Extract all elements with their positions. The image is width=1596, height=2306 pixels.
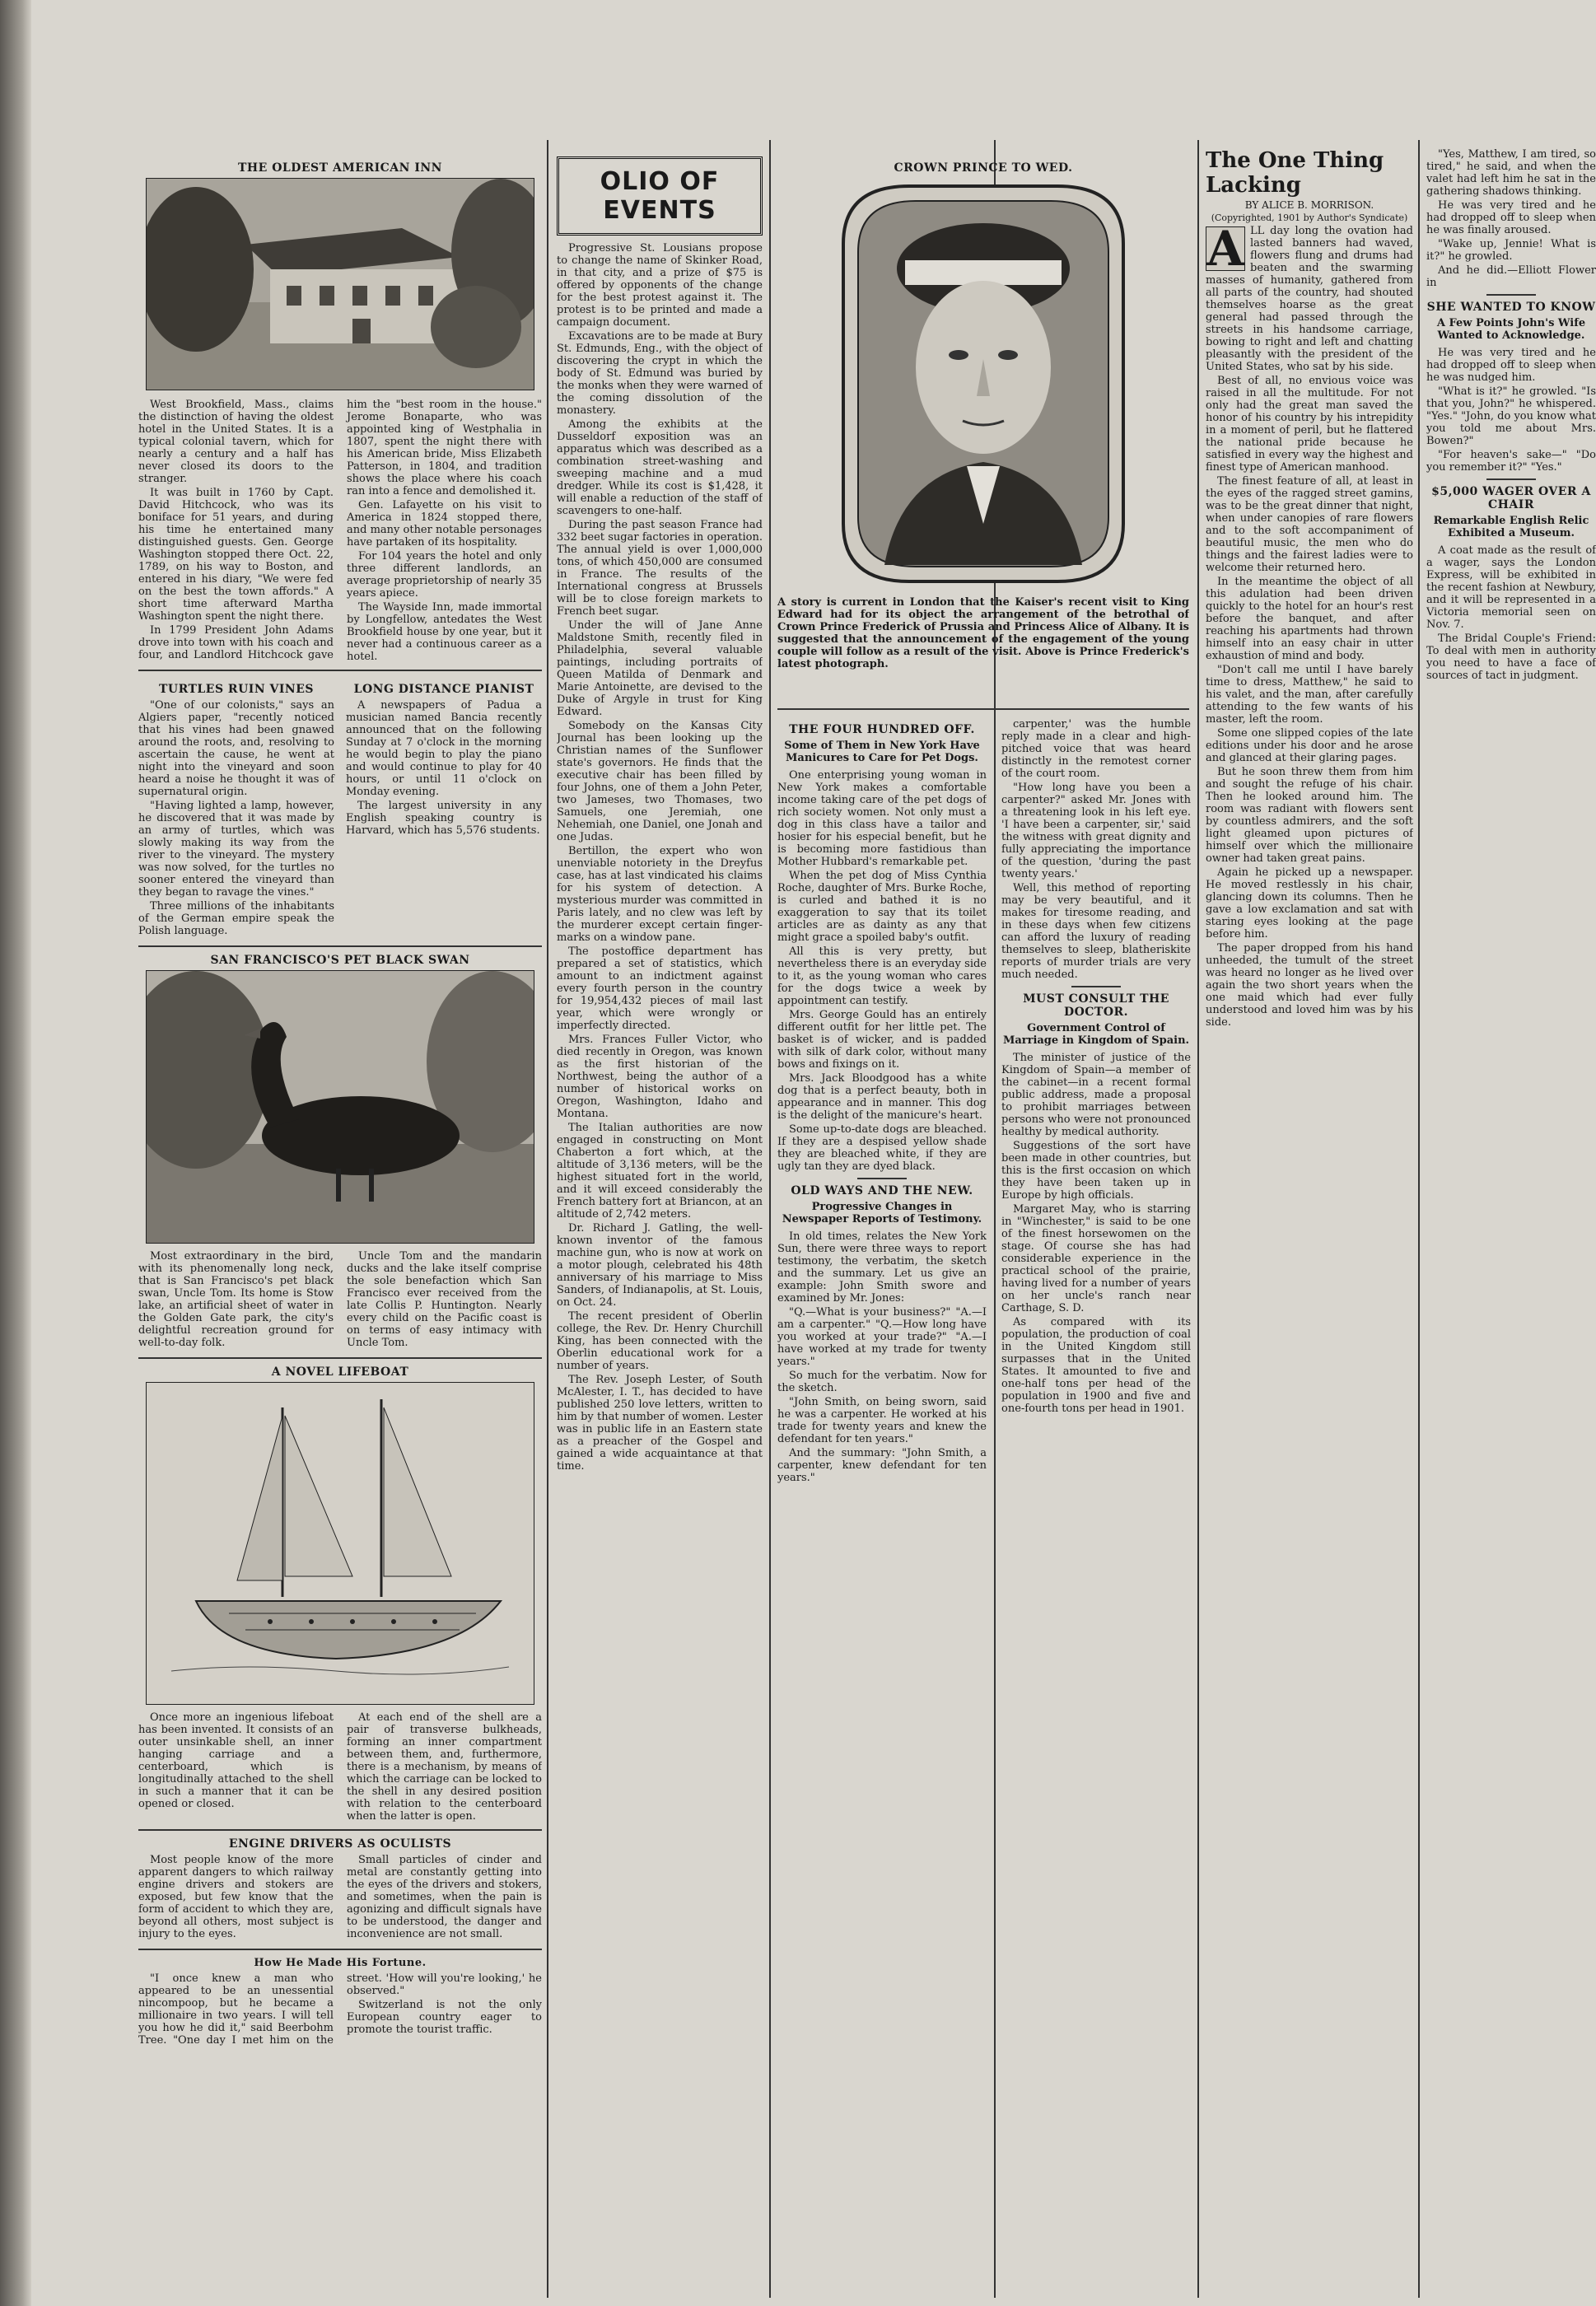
inn-article [138, 399, 542, 663]
dogs-headline: THE FOUR HUNDRED OFF. [789, 723, 975, 736]
olio-paragraph: During the past season France had 332 beet sugar factories in operation. The annual yield is over 1,000,000 tons, of which 450,000 are consumed in France. The results of the International congress at Brussels will be to close foreign markets to French beet sugar. [557, 519, 763, 618]
inn-paragraph: West Brookfield, Mass., claims the distinction of having the oldest hotel in the United States. It is a typical colonial tavern, which for nearly a century and a half has never closed its doors to the stranger. [138, 399, 334, 485]
doctor-article [1001, 1052, 1191, 1415]
story-copyright: (Copyrighted, 1901 by Author's Syndicate) [1211, 212, 1408, 223]
turtles-paragraph: Three millions of the inhabitants of the German empire speak the Polish language. [138, 900, 334, 937]
story-paragraph: Again he picked up a newspaper. He moved restlessly in his chair, glancing down its columns. Then he gave a low exclamation and sat with staring eyes looking at the page before him. [1206, 866, 1413, 941]
olio-paragraph: Dr. Richard J. Gatling, the well-known inventor of the famous machine gun, who is now at work on a motor plough, celebrated his 48th anniversary of his marriage to Miss Sanders, of Indianapolis, at St. Louis, on Oct. 24. [557, 1222, 763, 1309]
dogs-subheadline: Some of Them in New York Have Manicures to Care for Pet Dogs. [784, 740, 980, 764]
section-rule [138, 1829, 542, 1831]
carpenter-paragraph: Well, this method of reporting may be very beautiful, and it makes for tiresome reading, and in these days when few citizens can afford the luxury of reading themselves to sleep, blatheriskite reports of murder trials are very much needed. [1001, 882, 1191, 981]
lifeboat-paragraph: At each end of the shell are a pair of transverse bulkheads, forming an inner compartment between them, and, furthermore, there is a mechanism, by means of which the carriage can be locked to the shell in any desired position with relation to the centerboard when the latter is open. [347, 1711, 542, 1823]
section-rule [138, 1949, 542, 1950]
doctor-subheadline: Government Control of Marriage in Kingdom of Spain. [1002, 1022, 1190, 1047]
wanted-paragraph: "What is it?" he growled. "Is that you, John?" he whispered. "Yes." "John, do you know what you told me about Mrs. Bowen?" [1426, 385, 1596, 447]
swan-article [138, 1250, 542, 1351]
story-paragraph: In the meantime the object of all this adulation had been driven quickly to the hotel for an hour's rest before the banquet, and after reaching his apartments had thrown himself into an easy chair in utter exhaustion of mind and body. [1206, 576, 1413, 662]
section-rule [857, 1178, 907, 1179]
fortune-paragraph: "I once knew a man who appeared to be an unessential nincompoop, but he became a millionaire in two years. I will tell you how he did it," said Beerbohm Tree. "One day I met him on the street. 'How will you're looking,' he observed." [138, 1972, 542, 2047]
olio-paragraph: The recent president of Oberlin college, the Rev. Dr. Henry Churchill King, has been connected with the Oberlin educational work for a number of years. [557, 1310, 763, 1372]
doctor-paragraph: Suggestions of the sort have been made in other countries, but this is the first occasion on which they have been taken up in Europe by high officials. [1001, 1140, 1191, 1202]
lifeboat-headline: A NOVEL LIFEBOAT [271, 1365, 409, 1379]
olio-paragraph: The postoffice department has prepared a set of statistics, which amount to an indictment against every fourth person in the country for 19,954,432 pieces of mail last year, which were wrongly or imperfectly directed. [557, 945, 763, 1032]
fortune-article [138, 1972, 542, 2047]
olio-paragraph: Progressive St. Lousians propose to change the name of Skinker Road, in that city, and a prize of $75 is offered by opponents of the change for the best protest against it. The protest is to be printed and made a campaign document. [557, 242, 763, 329]
dogs-paragraph: All this is very pretty, but nevertheless there is an everyday side to it, as the young woman who cares for the dogs twice a week by appointment can testify. [777, 945, 987, 1007]
fortune-headline: How He Made His Fortune. [254, 1957, 427, 1969]
story-paragraph: "Don't call me until I have barely time to dress, Matthew," he said to his valet, and the man, after carefully attending to the few wants of his master, left the room. [1206, 664, 1413, 726]
dogs-article [777, 769, 987, 1173]
column-rule [1418, 140, 1420, 2298]
section-rule [1486, 294, 1536, 296]
olio-headline: OLIO OF EVENTS [557, 156, 763, 236]
turtles-headline: TURTLES RUIN VINES [159, 683, 314, 696]
crown-prince-section [777, 156, 1189, 717]
story-column [1206, 148, 1413, 2298]
doctor-headline: MUST CONSULT THE DOCTOR. [1023, 992, 1169, 1019]
column-rule [769, 140, 771, 2298]
dogs-column [777, 718, 987, 2298]
olio-paragraph: Bertillon, the expert who won unenviable notoriety in the Dreyfus case, has at last vindicated his claims for his system of detection. A mysterious murder was committed in Paris lately, and no clew was left by the murderer except certain finger-marks on a window pane. [557, 845, 763, 944]
column-rule [1197, 140, 1199, 2298]
doctor-paragraph: Margaret May, who is starring in "Winchester," is said to be one of the finest horsewomen on the stage. Of course she has had considerable experience in the practical school of the prairie, having lived for a number of years on her uncle's ranch near Carthage, S. D. [1001, 1203, 1191, 1314]
dogs-paragraph: One enterprising young woman in New York makes a comfortable income taking care of the pet dogs of rich society women. Not only must a dog in this class have a tailor and hosier for his especial benefit, but he is becoming more fastidious than Mother Hubbard's remarkable pet. [777, 769, 987, 868]
olio-paragraph: Among the exhibits at the Dusseldorf exposition was an apparatus which was described as a combination street-washing and sweeping machine and a mud dredger. While its cost is $1,428, it will enable a reduction of the staff of scavengers to one-half. [557, 418, 763, 517]
pianist-headline: LONG DISTANCE PIANIST [353, 683, 534, 696]
engine-paragraph: Most people know of the more apparent dangers to which railway engine drivers and stokers are exposed, but few know that the form of accident to which they are, beyond all others, most subject is injury to the eyes. [138, 1854, 334, 1940]
olio-paragraph: Mrs. Frances Fuller Victor, who died recently in Oregon, was known as the first historian of the Northwest, being the author of a number of historical works on Oregon, Washington, Idaho and Montana. [557, 1034, 763, 1120]
section-rule [1071, 986, 1121, 987]
oldways-subheadline: Progressive Changes in Newspaper Reports of Testimony. [782, 1201, 982, 1225]
carpenter-paragraph: carpenter,' was the humble reply made in a clear and high-pitched voice that was heard distinctly in the remotest corner of the court room. [1001, 718, 1191, 780]
left-section [138, 156, 542, 2298]
story-paragraph: "Yes, Matthew, I am tired, so tired," he said, and when the valet had left him he sat in the gathering shadows thinking. [1426, 148, 1596, 198]
story-paragraph: "Wake up, Jennie! What is it?" he growled. [1426, 238, 1596, 263]
story-paragraph: The finest feature of all, at least in the eyes of the ragged street gamins, was to be the great dinner that night, when under canopies of rare flowers and to the soft accompaniment of beautiful music, the men who do things and the fairest ladies were to welcome their returned hero. [1206, 475, 1413, 574]
oldways-paragraph: And the summary: "John Smith, a carpenter, knew defendant for ten years." [777, 1447, 987, 1484]
lifeboat-illustration [146, 1382, 534, 1705]
oldways-article [777, 1230, 987, 1484]
oldways-paragraph: In old times, relates the New York Sun, there were three ways to report testimony, the verbatim, the sketch and the summary. Let us give an example: John Smith swore and examined by Mr. Jones: [777, 1230, 987, 1305]
oldways-paragraph: So much for the verbatim. Now for the sketch. [777, 1370, 987, 1394]
story-paragraph: He was very tired and he had dropped off to sleep when he was finally aroused. [1426, 199, 1596, 236]
swan-paragraph: Uncle Tom and the mandarin ducks and the lake itself comprise the sole benefaction which San Francisco ever received from the late Collis P. Huntington. Nearly every child on the Pacific coast is on terms of easy intimacy with Uncle Tom. [347, 1250, 542, 1349]
story-paragraph: But he soon threw them from him and sought the refuge of his chair. Then he looked around him. The room was radiant with flowers sent by countless admirers, and the soft light gleamed upon pictures of himself over which the millionaire owner had taken great pains. [1206, 766, 1413, 865]
turtles-paragraph: "One of our colonists," says an Algiers paper, "recently noticed that his vines had been gnawed around the roots, and, resolving to ascertain the cause, he went at night into the vineyard and soon heard a noise he thought it was of supernatural origin. [138, 699, 334, 798]
crown-portrait-frame [827, 178, 1140, 590]
inn-paragraph: For 104 years the hotel and only three different landlords, an average proprietorship of nearly 35 years apiece. [347, 550, 542, 600]
column-rule [547, 140, 548, 2298]
olio-paragraph: The Rev. Joseph Lester, of South McAlester, I. T., has decided to have published 250 love letters, written to him by that number of women. Lester was in public life in an Eastern state as a preacher of the Gospel and gained a wide acquaintance at that time. [557, 1374, 763, 1473]
dogs-paragraph: Mrs. George Gould has an entirely different outfit for her little pet. The basket is of wicker, and is padded with silk of dark color, without many bows and fixings on it. [777, 1009, 987, 1071]
oldways-paragraph: "Q.—What is your business?" "A.—I am a carpenter." "Q.—How long have you worked at your trade?" "A.—I have worked at my trade for twenty years." [777, 1306, 987, 1368]
carpenter-article [1001, 718, 1191, 981]
oldways-paragraph: "John Smith, on being sworn, said he was a carpenter. He worked at his trade for twenty years and knew the defendant for ten years." [777, 1396, 987, 1445]
fortune-paragraph: Switzerland is not the only European country eager to promote the tourist traffic. [347, 1999, 542, 2036]
engine-headline: ENGINE DRIVERS AS OCULISTS [228, 1837, 452, 1851]
inn-paragraph: In 1799 President John Adams drove into town with his coach and four, and Landlord Hitchcock gave him the "best room in the house." Jerome Bonaparte, who was appointed king of Westphalia in 1807, spent the night there with his American bride, Miss Elizabeth Patterson, in 1804, and tradition shows the place where his coach ran into a fence and demolished it. [138, 399, 542, 661]
crown-headline: CROWN PRINCE TO WED. [894, 161, 1073, 175]
lifeboat-paragraph: Once more an ingenious lifeboat has been invented. It consists of an outer unsinkable shell, an inner hanging carriage and a centerboard, which is longitudinally attached to the shell in such a manner that it can be opened or closed. [138, 1711, 334, 1810]
swan-paragraph: Most extraordinary in the bird, with its phenomenally long neck, that is San Francisco's pet black swan, Uncle Tom. Its home is Stow lake, an artificial sheet of water in the Golden Gate park, the city's delightful recreation ground for well-to-day folk. [138, 1250, 334, 1349]
olio-paragraph: The Italian authorities are now engaged in constructing on Mont Chaberton a fort which, at the altitude of 3,136 meters, will be the highest situated fort in the world, and it will exceed considerably the French battery fort at Briancon, at an altitude of 2,742 meters. [557, 1122, 763, 1221]
swan-photo [146, 970, 534, 1244]
section-rule [1486, 478, 1536, 480]
engine-article [138, 1854, 542, 1942]
dogs-paragraph: Some up-to-date dogs are bleached. If they are a despised yellow shade they are bleached white, if they are ugly tan they are dyed black. [777, 1123, 987, 1173]
story-paragraph: The paper dropped from his hand unheeded, the tumult of the street was heard no longer as he lived over again the two short years when the one maid which had ever fully understood and loved him was by his side. [1206, 942, 1413, 1029]
inn-headline: THE OLDEST AMERICAN INN [238, 161, 442, 175]
olio-paragraph: Under the will of Jane Anne Maldstone Smith, recently filed in Philadelphia, several valuable paintings, including portraits of Queen Matilda of Denmark and Marie Antoinette, are devised to the Duke of Argyle in trust for King Edward. [557, 619, 763, 718]
wager-headline: $5,000 WAGER OVER A CHAIR [1431, 485, 1591, 511]
wanted-headline: SHE WANTED TO KNOW [1426, 301, 1596, 314]
wanted-article [1426, 347, 1596, 474]
dogs-paragraph: When the pet dog of Miss Cynthia Roche, daughter of Mrs. Burke Roche, is curled and bathed it is no exaggeration to say that its toilet articles are as dainty as any that might grace a spoiled baby's outfit. [777, 870, 987, 944]
inn-paragraph: The Wayside Inn, made immortal by Longfellow, antedates the West Brookfield house by one year, but it never had a continuous career as a hotel. [347, 601, 542, 663]
olio-article [557, 242, 763, 1473]
olio-paragraph: Excavations are to be made at Bury St. Edmunds, Eng., with the object of discovering the crypt in which the body of St. Edmund was buried by the monks when they were warned of the coming dissolution of the monastery. [557, 330, 763, 417]
wager-subheadline: Remarkable English Relic Exhibited a Museum. [1433, 515, 1589, 539]
inn-photo [146, 178, 534, 390]
story-continued [1426, 148, 1596, 289]
right-edge-column [1426, 148, 1596, 2298]
story-byline: BY ALICE B. MORRISON. [1244, 199, 1374, 211]
section-rule [138, 945, 542, 947]
turtles-article [138, 678, 334, 939]
pianist-paragraph: A newspapers of Padua a musician named Bancia recently announced that on the following Sunday at 7 o'clock in the morning he would begin to play the piano and would continue to play for 40 hours, or until 11 o'clock on Monday evening. [346, 699, 542, 798]
wanted-paragraph: "For heaven's sake—" "Do you remember it?" "Yes." [1426, 449, 1596, 474]
wager-paragraph: The Bridal Couple's Friend: To deal with men in authority you need to have a face of sources of tact in judgment. [1426, 633, 1596, 682]
olio-column [557, 156, 763, 2298]
doctor-paragraph: As compared with its population, the production of coal in the United Kingdom still surpasses that in the United States. It amounted to five and one-half tons per head of the population in 1900 and five and one-fourth tons per head in 1901. [1001, 1316, 1191, 1415]
page-binding-edge [0, 0, 31, 2306]
wager-article [1426, 544, 1596, 682]
oldways-headline: OLD WAYS AND THE NEW. [791, 1184, 973, 1197]
dogs-paragraph: Mrs. Jack Bloodgood has a white dog that is a perfect beauty, both in appearance and in manner. This dog is the delight of the manicure's heart. [777, 1072, 987, 1122]
pianist-article [346, 678, 542, 939]
story-paragraph: Some one slipped copies of the late editions under his door and he arose and glanced at their glaring pages. [1206, 727, 1413, 764]
wager-paragraph: A coat made as the result of a wager, says the London Express, will be exhibited in the recent fashion at Newbury, and it will be represented in a Victoria memorial seen on Nov. 7. [1426, 544, 1596, 631]
engine-paragraph: Small particles of cinder and metal are constantly getting into the eyes of the drivers and stokers, and sometimes, when the pain is agonizing and difficult signals have to be understood, the danger and inconvenience are not small. [347, 1854, 542, 1940]
lifeboat-article [138, 1711, 542, 1823]
inn-paragraph: It was built in 1760 by Capt. David Hitchcock, who was its boniface for 51 years, and during his time he entertained many distinguished guests. Gen. George Washington stopped there Oct. 22, 1789, on his way to Boston, and entered in his diary, "We were fed on the best the town affords." A short time afterward Martha Washington spent the night there. [138, 487, 334, 623]
story-headline: The One Thing Lacking [1206, 148, 1384, 198]
pianist-paragraph: The largest university in any English speaking country is Harvard, which has 5,576 students. [346, 800, 542, 837]
story-article [1206, 221, 1413, 1029]
section-rule [138, 670, 542, 671]
doctor-column [1001, 718, 1191, 2298]
carpenter-paragraph: "How long have you been a carpenter?" asked Mr. Jones with a threatening look in his left eye. 'I have been a carpenter, sir,' said the witness with great dignity and fully appreciating the importance of the question, 'during the past twenty years.' [1001, 782, 1191, 880]
section-rule [138, 1357, 542, 1359]
story-paragraph: Best of all, no envious voice was raised in all the multitude. For not only had the great man saved the honor of his country by his intrepidity in a moment of peril, but he flattered the national pride because he satisfied in every way the highest and finest type of American manhood. [1206, 375, 1413, 474]
story-paragraph: LL day long the ovation had lasted banners had waved, flowers flung and drums had beaten and the swarming masses of humanity, gathered from all parts of the country, had shouted themselves hoarse as the great general had passed through the streets in his handsome carriage, bowing to right and left and chatting pleasantly with the president of the United States, who sat by his side. [1206, 225, 1413, 373]
story-paragraph: And he did.—Elliott Flower in [1426, 264, 1596, 289]
swan-headline: SAN FRANCISCO'S PET BLACK SWAN [210, 954, 470, 967]
wanted-paragraph: He was very tired and he had dropped off to sleep when he was nudged him. [1426, 347, 1596, 384]
story-dropcap: A [1206, 221, 1244, 277]
olio-paragraph: Somebody on the Kansas City Journal has been looking up the Christian names of the Sunflower state's governors. He finds that the executive chair has been filled by four Johns, one of them a John Peter, two Jameses, two Thomases, two Samuels, one Jeremiah, one Nehemiah, one Daniel, one Jonah and one Judas. [557, 720, 763, 843]
turtles-pianist-row [138, 678, 542, 939]
crown-caption: A story is current in London that the Kaiser's recent visit to King Edward had for its object the arrangement of the betrothal of Crown Prince Frederick of Prussia and Princess Alice of Albany. It is suggested that the announcement of the engagement of the young couple will follow as a result of the visit. Above is Prince Frederick's latest photograph. [777, 596, 1189, 670]
inn-paragraph: Gen. Lafayette on his visit to America in 1824 stopped there, and many other notable personages have partaken of its hospitality. [347, 499, 542, 548]
turtles-paragraph: "Having lighted a lamp, however, he discovered that it was made by an army of turtles, which was slowly making its way from the river to the vineyard. The mystery was now solved, for the turtles no sooner entered the vineyard than they began to ravage the vines." [138, 800, 334, 899]
wanted-subheadline: A Few Points John's Wife Wanted to Acknowledge. [1436, 317, 1586, 342]
section-rule [777, 708, 1189, 710]
doctor-paragraph: The minister of justice of the Kingdom of Spain—a member of the cabinet—in a recent formal public address, made a proposal to prohibit marriages between persons who were not pronounced healthy by medical authority. [1001, 1052, 1191, 1138]
